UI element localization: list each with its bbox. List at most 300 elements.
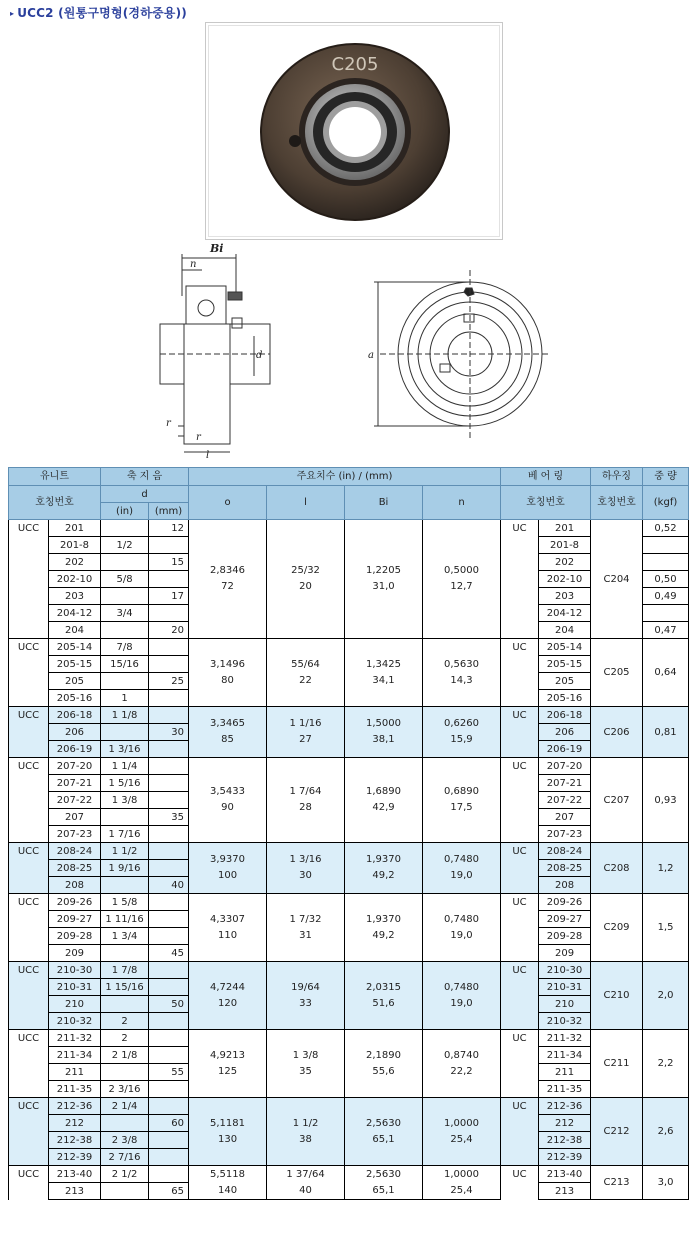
unit-no-cell: 211 (49, 1064, 101, 1081)
bearing-prefix-cell (501, 1064, 539, 1081)
shaft-mm-cell (149, 707, 189, 724)
bearing-prefix-cell (501, 996, 539, 1013)
table-row (9, 962, 689, 979)
shaft-mm-cell (149, 656, 189, 673)
bearing-prefix-cell (501, 571, 539, 588)
shaft-in-cell (101, 877, 149, 894)
unit-prefix-cell (9, 571, 49, 588)
shaft-mm-cell: 17 (149, 588, 189, 605)
dim-l-cell-mm: 40 (299, 1184, 312, 1196)
bearing-prefix-cell (501, 792, 539, 809)
dim-l-cell-in: 1 1/16 (289, 718, 322, 729)
dim-o-cell (189, 707, 267, 758)
unit-no-cell: 213 (49, 1183, 101, 1200)
bearing-no-cell: 211-34 (539, 1047, 591, 1064)
bearing-prefix-cell (501, 605, 539, 622)
unit-prefix-cell (9, 673, 49, 690)
shaft-in-cell: 2 (101, 1030, 149, 1047)
shaft-in-cell: 1 5/16 (101, 775, 149, 792)
dim-n-cell (423, 1166, 501, 1200)
weight-cell: 1,5 (643, 894, 689, 962)
dim-o-cell (189, 1166, 267, 1200)
bearing-no-cell: 201-8 (539, 537, 591, 554)
header-bearing: 베 어 링 (501, 468, 591, 486)
bearing-no-cell: 208-24 (539, 843, 591, 860)
bearing-no-cell: 203 (539, 588, 591, 605)
dim-n-cell-in: 0,5630 (444, 658, 480, 670)
shaft-mm-cell (149, 605, 189, 622)
spec-table (8, 467, 689, 1200)
bearing-no-cell: 206 (539, 724, 591, 741)
bearing-no-cell: 205 (539, 673, 591, 690)
unit-no-cell: 212-36 (49, 1098, 101, 1115)
table-row (9, 894, 689, 911)
weight-cell: 2,2 (643, 1030, 689, 1098)
unit-prefix-cell: UCC (9, 758, 49, 775)
bearing-photo-illustration (209, 26, 501, 238)
shaft-in-cell (101, 809, 149, 826)
dim-n-cell-mm: 19,0 (450, 997, 473, 1009)
weight-cell (643, 554, 689, 571)
shaft-mm-cell (149, 826, 189, 843)
bearing-prefix-cell (501, 690, 539, 707)
dim-n-cell-in: 1,0000 (444, 1117, 480, 1129)
bearing-no-cell: 207-21 (539, 775, 591, 792)
dim-bi-cell (345, 707, 423, 758)
shaft-mm-cell (149, 1030, 189, 1047)
dim-n-cell (423, 639, 501, 707)
dim-bi-cell (345, 962, 423, 1030)
shaft-mm-cell (149, 639, 189, 656)
unit-prefix-cell (9, 860, 49, 877)
dim-l-cell-in: 25/32 (291, 565, 320, 576)
dim-l-cell-mm: 28 (299, 802, 312, 813)
shaft-mm-cell: 20 (149, 622, 189, 639)
bearing-no-cell: 208 (539, 877, 591, 894)
dim-bi-cell-mm: 31,0 (372, 581, 395, 592)
bearing-prefix-cell (501, 877, 539, 894)
triangle-bullet-icon: ▸ (10, 9, 15, 18)
dim-n-cell (423, 894, 501, 962)
shaft-mm-cell (149, 979, 189, 996)
label-r-2: r (196, 432, 201, 443)
bearing-prefix-cell (501, 1013, 539, 1030)
shaft-mm-cell: 25 (149, 673, 189, 690)
shaft-mm-cell (149, 962, 189, 979)
dim-bi-cell-mm: 65,1 (372, 1133, 395, 1145)
dim-o-cell (189, 894, 267, 962)
bearing-no-cell: 211-35 (539, 1081, 591, 1098)
bearing-prefix-cell (501, 979, 539, 996)
photo-stamp-text: C205 (331, 54, 379, 75)
dim-bi-cell-in: 2,5630 (366, 1117, 402, 1129)
bearing-no-cell: 208-25 (539, 860, 591, 877)
dim-n-cell-mm: 25,4 (450, 1133, 473, 1145)
unit-no-cell: 206-19 (49, 741, 101, 758)
unit-prefix-cell (9, 1064, 49, 1081)
shaft-in-cell (101, 1183, 149, 1200)
dim-o-cell-in: 3,9370 (210, 854, 246, 865)
housing-no-cell: C213 (591, 1166, 643, 1200)
bearing-prefix-cell (501, 1132, 539, 1149)
shaft-in-cell: 1 7/16 (101, 826, 149, 843)
dim-n-cell-mm: 22,2 (450, 1065, 473, 1077)
header-shaft: 축 지 음 (101, 468, 189, 486)
header-housing-no: 호칭번호 (591, 486, 643, 520)
header-bi: Bi (345, 486, 423, 520)
dim-o-cell (189, 520, 267, 639)
shaft-mm-cell (149, 1098, 189, 1115)
dim-l-cell (267, 1030, 345, 1098)
shaft-in-cell (101, 554, 149, 571)
dim-o-cell-mm: 80 (221, 674, 234, 686)
dim-l-cell-mm: 33 (299, 997, 312, 1009)
header-unit: 유니트 (9, 468, 101, 486)
unit-prefix-cell (9, 945, 49, 962)
header-mm: (mm) (149, 503, 189, 520)
dim-bi-cell-in: 1,9370 (366, 854, 402, 865)
unit-no-cell: 206 (49, 724, 101, 741)
front-view-drawing (374, 270, 550, 440)
shaft-mm-cell (149, 843, 189, 860)
unit-prefix-cell (9, 1183, 49, 1200)
dim-o-cell-mm: 120 (217, 997, 238, 1009)
table-row (9, 1030, 689, 1047)
unit-no-cell: 213-40 (49, 1166, 101, 1183)
dim-l-cell-in: 55/64 (291, 658, 320, 670)
bearing-no-cell: 211-32 (539, 1030, 591, 1047)
unit-prefix-cell (9, 979, 49, 996)
shaft-mm-cell (149, 1047, 189, 1064)
bearing-no-cell: 209-26 (539, 894, 591, 911)
header-bearing-no: 호칭번호 (501, 486, 591, 520)
shaft-in-cell: 1 9/16 (101, 860, 149, 877)
dim-l-cell (267, 520, 345, 639)
header-l: l (267, 486, 345, 520)
bearing-prefix-cell: UC (501, 1098, 539, 1115)
shaft-in-cell: 2 3/16 (101, 1081, 149, 1098)
bearing-no-cell: 207-23 (539, 826, 591, 843)
unit-no-cell: 204 (49, 622, 101, 639)
header-kgf: (kgf) (643, 486, 689, 520)
dim-l-cell (267, 843, 345, 894)
unit-prefix-cell: UCC (9, 1030, 49, 1047)
dim-bi-cell-in: 2,1890 (366, 1049, 402, 1061)
weight-cell: 2,0 (643, 962, 689, 1030)
label-n: n (190, 259, 197, 270)
shaft-in-cell: 15/16 (101, 656, 149, 673)
dim-l-cell-in: 1 3/8 (292, 1049, 319, 1061)
bearing-no-cell: 202-10 (539, 571, 591, 588)
shaft-mm-cell: 50 (149, 996, 189, 1013)
unit-prefix-cell (9, 554, 49, 571)
unit-no-cell: 202 (49, 554, 101, 571)
bearing-no-cell: 207-20 (539, 758, 591, 775)
housing-no-cell: C207 (591, 758, 643, 843)
dim-l-cell-in: 1 3/16 (289, 854, 322, 865)
dim-bi-cell-mm: 55,6 (372, 1065, 395, 1077)
table-row (9, 639, 689, 656)
unit-no-cell: 201-8 (49, 537, 101, 554)
dim-o-cell (189, 1098, 267, 1166)
bearing-no-cell: 207 (539, 809, 591, 826)
shaft-mm-cell (149, 1013, 189, 1030)
weight-cell: 0,64 (643, 639, 689, 707)
dim-o-cell-in: 4,9213 (210, 1049, 246, 1061)
shaft-in-cell (101, 1115, 149, 1132)
dim-n-cell (423, 707, 501, 758)
dim-n-cell (423, 962, 501, 1030)
table-row (9, 1166, 689, 1183)
label-a: a (368, 350, 374, 361)
bearing-prefix-cell (501, 588, 539, 605)
bearing-prefix-cell (501, 860, 539, 877)
shaft-in-cell: 1 7/8 (101, 962, 149, 979)
unit-no-cell: 212-38 (49, 1132, 101, 1149)
unit-no-cell: 207-23 (49, 826, 101, 843)
unit-no-cell: 210 (49, 996, 101, 1013)
unit-prefix-cell: UCC (9, 707, 49, 724)
bearing-prefix-cell (501, 826, 539, 843)
bearing-prefix-cell: UC (501, 894, 539, 911)
dim-l-cell-mm: 30 (299, 870, 312, 881)
dim-n-cell-in: 0,8740 (444, 1049, 480, 1061)
dim-bi-cell (345, 1030, 423, 1098)
shaft-mm-cell: 45 (149, 945, 189, 962)
bearing-no-cell: 205-16 (539, 690, 591, 707)
table-row (9, 520, 689, 537)
bearing-prefix-cell (501, 656, 539, 673)
unit-no-cell: 208-25 (49, 860, 101, 877)
dim-l-cell-mm: 27 (299, 734, 312, 745)
bearing-no-cell: 210 (539, 996, 591, 1013)
dim-bi-cell-mm: 34,1 (372, 674, 395, 686)
shaft-mm-cell (149, 1081, 189, 1098)
shaft-in-cell: 1/2 (101, 537, 149, 554)
unit-prefix-cell (9, 605, 49, 622)
dim-l-cell-in: 1 37/64 (286, 1168, 325, 1180)
unit-prefix-cell (9, 775, 49, 792)
dim-l-cell-in: 19/64 (291, 981, 320, 993)
unit-prefix-cell: UCC (9, 1166, 49, 1183)
shaft-mm-cell: 30 (149, 724, 189, 741)
photo-frame (208, 25, 500, 237)
unit-prefix-cell (9, 690, 49, 707)
dim-bi-cell-in: 1,9370 (366, 913, 402, 925)
dim-o-cell-in: 4,3307 (210, 913, 246, 925)
bearing-no-cell: 212-38 (539, 1132, 591, 1149)
bearing-no-cell: 209-27 (539, 911, 591, 928)
unit-prefix-cell (9, 588, 49, 605)
unit-prefix-cell (9, 877, 49, 894)
dim-o-cell-mm: 100 (217, 870, 238, 881)
dim-n-cell-mm: 25,4 (450, 1184, 473, 1196)
bearing-no-cell: 204-12 (539, 605, 591, 622)
dim-bi-cell-in: 1,2205 (366, 565, 402, 576)
dim-n-cell (423, 758, 501, 843)
unit-no-cell: 212 (49, 1115, 101, 1132)
dim-n-cell (423, 520, 501, 639)
shaft-mm-cell (149, 775, 189, 792)
housing-no-cell: C206 (591, 707, 643, 758)
dim-l-cell (267, 707, 345, 758)
table-row (9, 758, 689, 775)
dim-o-cell-in: 2,8346 (210, 565, 246, 576)
shaft-in-cell (101, 588, 149, 605)
weight-cell: 0,47 (643, 622, 689, 639)
shaft-in-cell: 1 (101, 690, 149, 707)
shaft-mm-cell (149, 758, 189, 775)
shaft-in-cell: 5/8 (101, 571, 149, 588)
unit-no-cell: 207 (49, 809, 101, 826)
dim-o-cell-in: 3,3465 (210, 718, 246, 729)
bearing-no-cell: 204 (539, 622, 591, 639)
housing-no-cell: C211 (591, 1030, 643, 1098)
dim-bi-cell-mm: 38,1 (372, 734, 395, 745)
dim-n-cell-in: 1,0000 (444, 1168, 480, 1180)
shaft-mm-cell: 35 (149, 809, 189, 826)
header-unit-no: 호칭번호 (9, 486, 101, 520)
dim-o-cell-mm: 140 (217, 1184, 238, 1196)
unit-prefix-cell (9, 1149, 49, 1166)
unit-prefix-cell (9, 622, 49, 639)
dim-n-cell-in: 0,7480 (444, 913, 480, 925)
dim-o-cell-in: 5,5118 (210, 1168, 246, 1180)
bearing-prefix-cell (501, 537, 539, 554)
shaft-in-cell (101, 520, 149, 537)
unit-prefix-cell (9, 809, 49, 826)
bearing-prefix-cell (501, 724, 539, 741)
table-row (9, 843, 689, 860)
header-n: n (423, 486, 501, 520)
bearing-no-cell: 209 (539, 945, 591, 962)
bearing-no-cell: 209-28 (539, 928, 591, 945)
unit-no-cell: 201 (49, 520, 101, 537)
dim-n-cell-in: 0,6260 (444, 718, 480, 729)
unit-prefix-cell (9, 792, 49, 809)
shaft-mm-cell (149, 537, 189, 554)
dim-bi-cell-mm: 49,2 (372, 870, 395, 881)
unit-no-cell: 203 (49, 588, 101, 605)
unit-prefix-cell (9, 1115, 49, 1132)
shaft-in-cell (101, 673, 149, 690)
shaft-in-cell: 2 1/8 (101, 1047, 149, 1064)
unit-prefix-cell (9, 1132, 49, 1149)
shaft-mm-cell (149, 860, 189, 877)
bearing-prefix-cell (501, 928, 539, 945)
dim-o-cell-in: 5,1181 (210, 1117, 246, 1129)
shaft-mm-cell (149, 792, 189, 809)
dim-n-cell-mm: 19,0 (450, 929, 473, 941)
unit-prefix-cell (9, 1081, 49, 1098)
unit-no-cell: 211-32 (49, 1030, 101, 1047)
bearing-no-cell: 213 (539, 1183, 591, 1200)
shaft-mm-cell: 55 (149, 1064, 189, 1081)
shaft-in-cell (101, 724, 149, 741)
label-bi: Bi (210, 242, 224, 255)
bearing-no-cell: 205-15 (539, 656, 591, 673)
dim-n-cell-mm: 14,3 (450, 674, 473, 686)
housing-no-cell: C209 (591, 894, 643, 962)
header-dims: 주요치수 (in) / (mm) (189, 468, 501, 486)
bearing-no-cell: 211 (539, 1064, 591, 1081)
header-weight: 중 량 (643, 468, 689, 486)
dim-l-cell (267, 962, 345, 1030)
shaft-in-cell: 1 1/4 (101, 758, 149, 775)
page-title-text: UCC2 (원통구명형(경하중용)) (17, 6, 187, 20)
dim-bi-cell-mm: 49,2 (372, 929, 395, 941)
bearing-prefix-cell: UC (501, 707, 539, 724)
dim-bi-cell-in: 1,3425 (366, 658, 402, 670)
bearing-no-cell: 205-14 (539, 639, 591, 656)
dim-l-cell (267, 1166, 345, 1200)
dim-bi-cell (345, 894, 423, 962)
shaft-mm-cell (149, 1166, 189, 1183)
label-d: d (256, 350, 263, 361)
technical-drawings (150, 240, 550, 460)
dim-bi-cell (345, 758, 423, 843)
dim-bi-cell (345, 520, 423, 639)
weight-cell: 0,50 (643, 571, 689, 588)
bearing-no-cell: 210-30 (539, 962, 591, 979)
unit-prefix-cell (9, 1013, 49, 1030)
bearing-no-cell: 207-22 (539, 792, 591, 809)
shaft-in-cell: 1 3/16 (101, 741, 149, 758)
housing-no-cell: C208 (591, 843, 643, 894)
housing-no-cell: C205 (591, 639, 643, 707)
dim-n-cell-mm: 17,5 (450, 802, 473, 813)
unit-no-cell: 208 (49, 877, 101, 894)
shaft-in-cell: 1 11/16 (101, 911, 149, 928)
dim-bi-cell (345, 1098, 423, 1166)
dim-o-cell (189, 843, 267, 894)
dim-l-cell (267, 1098, 345, 1166)
bearing-no-cell: 212 (539, 1115, 591, 1132)
bearing-no-cell: 210-32 (539, 1013, 591, 1030)
bearing-prefix-cell: UC (501, 1166, 539, 1183)
weight-cell: 0,81 (643, 707, 689, 758)
weight-cell: 0,49 (643, 588, 689, 605)
weight-cell (643, 605, 689, 622)
dim-o-cell-in: 3,1496 (210, 658, 246, 670)
weight-cell: 3,0 (643, 1166, 689, 1200)
shaft-in-cell: 1 3/4 (101, 928, 149, 945)
shaft-in-cell (101, 1064, 149, 1081)
unit-no-cell: 209-28 (49, 928, 101, 945)
unit-prefix-cell: UCC (9, 1098, 49, 1115)
product-photo (205, 22, 503, 240)
unit-no-cell: 206-18 (49, 707, 101, 724)
dim-bi-cell-mm: 65,1 (372, 1184, 395, 1196)
unit-no-cell: 205-15 (49, 656, 101, 673)
bearing-prefix-cell (501, 1047, 539, 1064)
unit-no-cell: 209-26 (49, 894, 101, 911)
dim-l-cell-in: 1 1/2 (292, 1117, 319, 1129)
shaft-in-cell: 3/4 (101, 605, 149, 622)
unit-prefix-cell (9, 724, 49, 741)
dim-n-cell-in: 0,5000 (444, 565, 480, 576)
bearing-prefix-cell (501, 1183, 539, 1200)
dim-o-cell-mm: 125 (217, 1065, 238, 1077)
bearing-no-cell: 213-40 (539, 1166, 591, 1183)
bearing-prefix-cell: UC (501, 843, 539, 860)
bearing-prefix-cell (501, 911, 539, 928)
dim-l-cell-mm: 38 (299, 1133, 312, 1145)
weight-cell (643, 537, 689, 554)
dim-o-cell-in: 3,5433 (210, 786, 246, 797)
dim-o-cell-in: 4,7244 (210, 981, 246, 993)
unit-prefix-cell (9, 537, 49, 554)
